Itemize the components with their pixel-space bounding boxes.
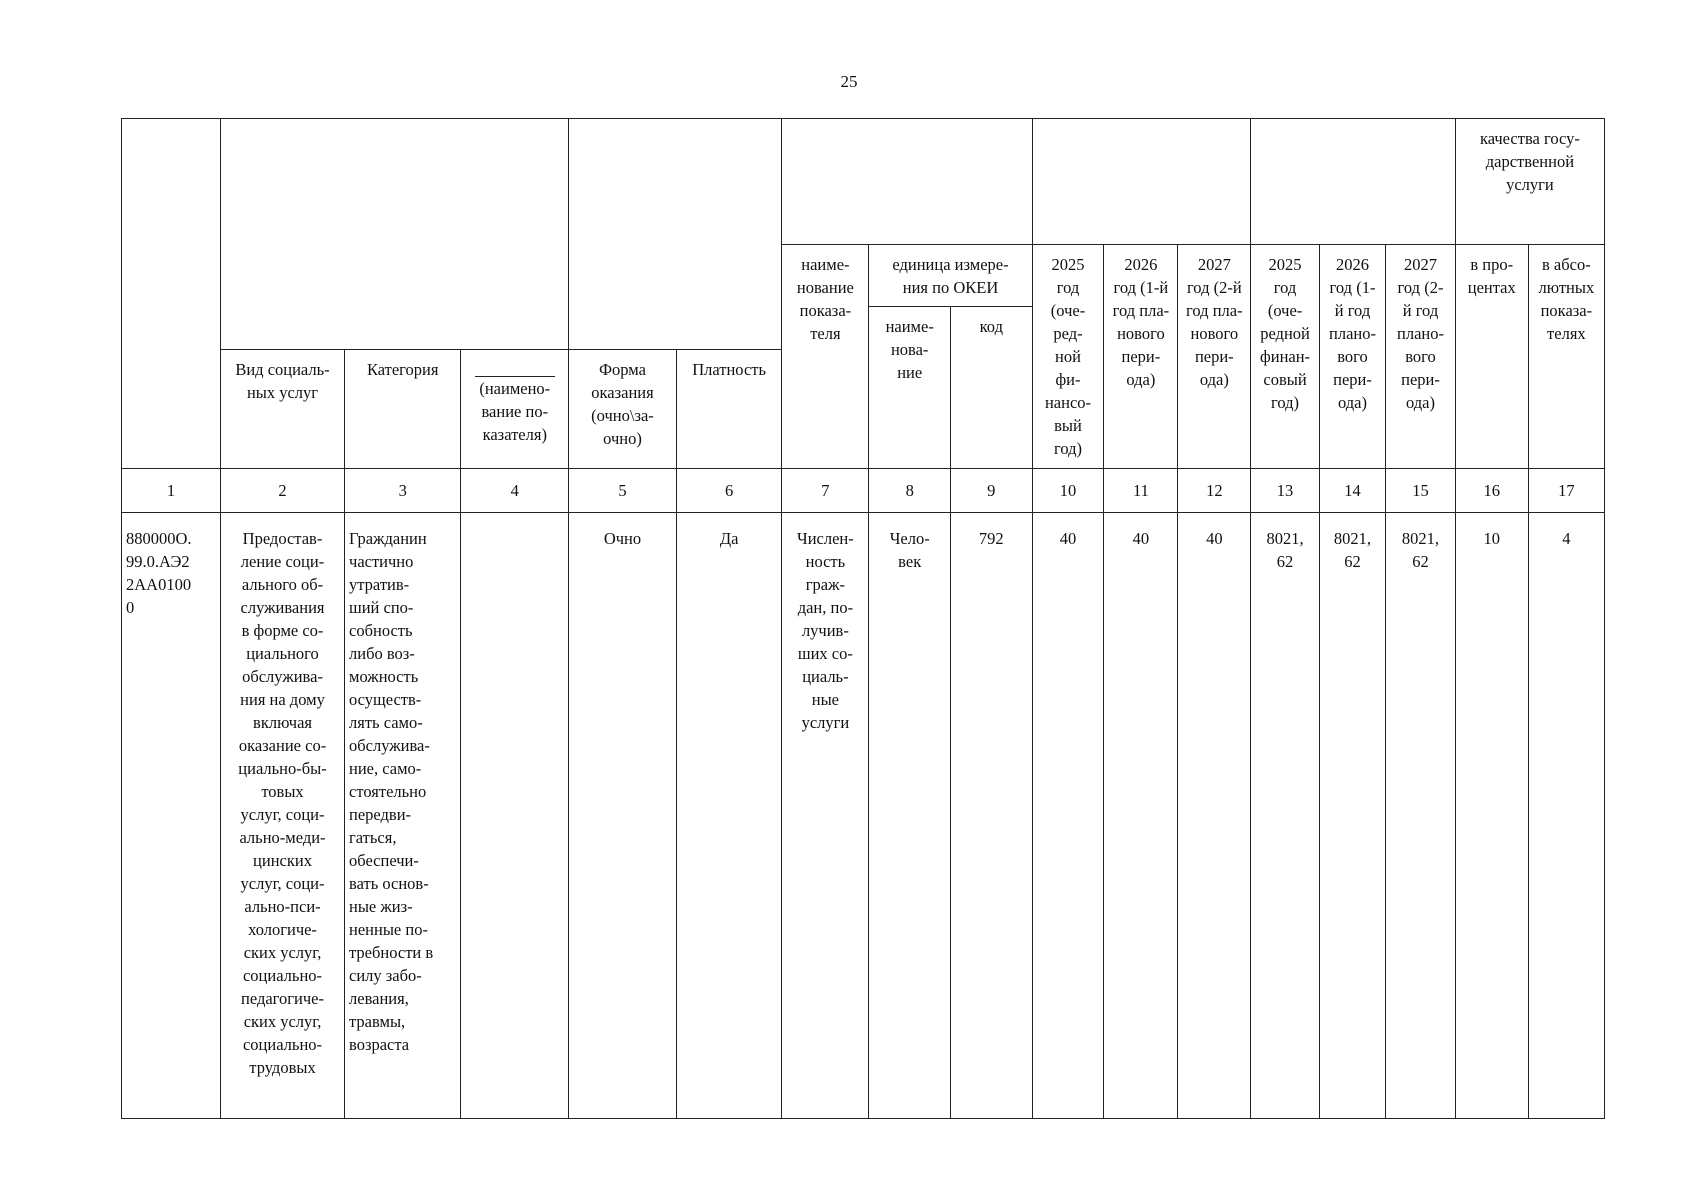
year-2027-volume-header: 2027 год (2-й год пла- нового пери- ода) — [1186, 255, 1243, 389]
cell-category — [345, 513, 461, 1119]
header-cell-service-type — [221, 350, 345, 469]
header-cell-volume-values-top — [1032, 119, 1251, 245]
volume-2025-value: 40 — [1059, 529, 1077, 548]
cell-price-2026 — [1319, 513, 1385, 1119]
indicator-value — [461, 513, 568, 527]
indicator-name-header: наиме- нование показа- теля — [796, 255, 854, 343]
column-number: 1 — [122, 469, 221, 513]
header-cell-2025-volume — [1032, 245, 1104, 469]
column-number: 12 — [1178, 469, 1251, 513]
cell-form — [569, 513, 677, 1119]
year-2025-volume-header: 2025 год (оче- ред- ной фи- нансо- вый год) — [1044, 255, 1092, 458]
header-cell-2027-price — [1386, 245, 1456, 469]
paid-value: Да — [719, 529, 739, 548]
column-number: 2 — [221, 469, 345, 513]
header-cell-quality-group — [1455, 119, 1604, 245]
header-cell-service-conditions — [569, 119, 782, 350]
column-number: 6 — [676, 469, 782, 513]
header-cell-2026-volume — [1104, 245, 1178, 469]
cell-unit-name — [869, 513, 951, 1119]
cell-paid — [676, 513, 782, 1119]
column-number-row — [122, 469, 1605, 513]
column-number: 4 — [461, 469, 569, 513]
column-number: 8 — [869, 469, 951, 513]
year-2027-price-header: 2027 год (2- й год плано- вого пери- ода) — [1397, 255, 1444, 412]
in-absolute-header: в абсо- лютных показа- телях — [1538, 255, 1595, 343]
header-cell-registry-number — [122, 119, 221, 469]
cell-registry-number — [122, 513, 221, 1119]
header-cell-in-percent — [1455, 245, 1528, 469]
header-cell-2027-volume — [1178, 245, 1251, 469]
header-cell-in-absolute — [1528, 245, 1604, 469]
cell-deviation-percent — [1455, 513, 1528, 1119]
cell-volume-2025 — [1032, 513, 1104, 1119]
cell-price-2027 — [1386, 513, 1456, 1119]
column-number: 13 — [1251, 469, 1320, 513]
header-cell-indicator-blank — [461, 350, 569, 469]
header-cell-volume-indicator-top — [782, 119, 1032, 245]
column-number: 15 — [1386, 469, 1456, 513]
cell-service-type — [221, 513, 345, 1119]
column-number: 11 — [1104, 469, 1178, 513]
header-cell-paid — [676, 350, 782, 469]
cell-unit-code — [951, 513, 1033, 1119]
service-type-value: Предостав- ление соци- ального об- служивания в форме со- циального обслужива- ния на дому включая оказание со- циально-бы- товых услуг, соци- ально-меди- цинских услуг, соци- ально-пси- хологиче- ских услуг, социально- педагогиче- ских услуг, социально- трудовых — [238, 529, 327, 1077]
unit-code-value: 792 — [978, 529, 1004, 548]
header-cell-form — [569, 350, 677, 469]
indicator-name-value: Числен- ность граж- дан, по- лучив- ших со- циаль- ные услуги — [797, 529, 854, 732]
category-header: Категория — [366, 360, 439, 379]
paid-header: Платность — [692, 360, 767, 379]
volume-2026-value: 40 — [1132, 529, 1150, 548]
form-value: Очно — [603, 529, 642, 548]
cell-indicator-value — [461, 513, 569, 1119]
column-number: 3 — [345, 469, 461, 513]
column-number: 7 — [782, 469, 869, 513]
in-percent-header: в про- центах — [1467, 255, 1516, 297]
header-cell-category — [345, 350, 461, 469]
cell-price-2025 — [1251, 513, 1320, 1119]
cell-volume-2027 — [1178, 513, 1251, 1119]
blank-name-line — [475, 362, 555, 377]
cell-indicator-name — [782, 513, 869, 1119]
form-header: Форма оказания (очно\за- очно) — [591, 360, 654, 448]
header-cell-price-top — [1251, 119, 1456, 245]
column-number: 5 — [569, 469, 677, 513]
header-cell-okei-name — [869, 307, 951, 469]
price-2027-value: 8021, 62 — [1401, 529, 1440, 571]
header-cell-service-content — [221, 119, 569, 350]
okei-unit-header: единица измере- ния по ОКЕИ — [892, 255, 1009, 297]
indicator-blank-header: (наимено- вание по- казателя) — [479, 379, 551, 444]
state-assignment-table — [121, 118, 1605, 1119]
year-2025-price-header: 2025 год (оче- редной финан- совый год) — [1260, 255, 1311, 412]
cell-deviation-absolute — [1528, 513, 1604, 1119]
cell-volume-2026 — [1104, 513, 1178, 1119]
header-cell-okei-code — [951, 307, 1033, 469]
header-cell-okei-unit — [869, 245, 1032, 307]
price-2025-value: 8021, 62 — [1266, 529, 1304, 571]
category-value: Гражданин частично утратив- ший спо- собность либо воз- можность осуществ- лять само- обслужива- ние, само- стоятельно передви- гаться, обеспечи- вать основ- ные жиз- ненные по- требности в силу забо- левания, травмы, возраста — [349, 529, 434, 1054]
unit-name-value: Чело- век — [889, 529, 930, 571]
header-cell-indicator-name — [782, 245, 869, 469]
year-2026-price-header: 2026 год (1- й год плано- вого пери- ода) — [1329, 255, 1376, 412]
price-2026-value: 8021, 62 — [1333, 529, 1372, 571]
okei-code-header: код — [979, 317, 1003, 336]
okei-name-header: наиме- нова- ние — [885, 317, 934, 382]
table-row — [122, 513, 1605, 1119]
deviation-absolute-value: 4 — [1562, 529, 1571, 548]
registry-number: 880000О. 99.0.АЭ2 2АА0100 0 — [126, 529, 192, 617]
header-cell-2025-price — [1251, 245, 1320, 469]
column-number: 16 — [1455, 469, 1528, 513]
service-type-header: Вид социаль- ных услуг — [235, 360, 330, 402]
column-number: 17 — [1528, 469, 1604, 513]
volume-2027-value: 40 — [1206, 529, 1223, 548]
deviation-percent-value: 10 — [1483, 529, 1500, 548]
year-2026-volume-header: 2026 год (1-й год пла- нового пери- ода) — [1112, 255, 1170, 389]
quality-group-label: качества госу- дарственной услуги — [1479, 129, 1580, 194]
page-number: 25 — [840, 72, 858, 91]
header-cell-2026-price — [1319, 245, 1385, 469]
column-number: 10 — [1032, 469, 1104, 513]
column-number: 9 — [951, 469, 1033, 513]
column-number: 14 — [1319, 469, 1385, 513]
